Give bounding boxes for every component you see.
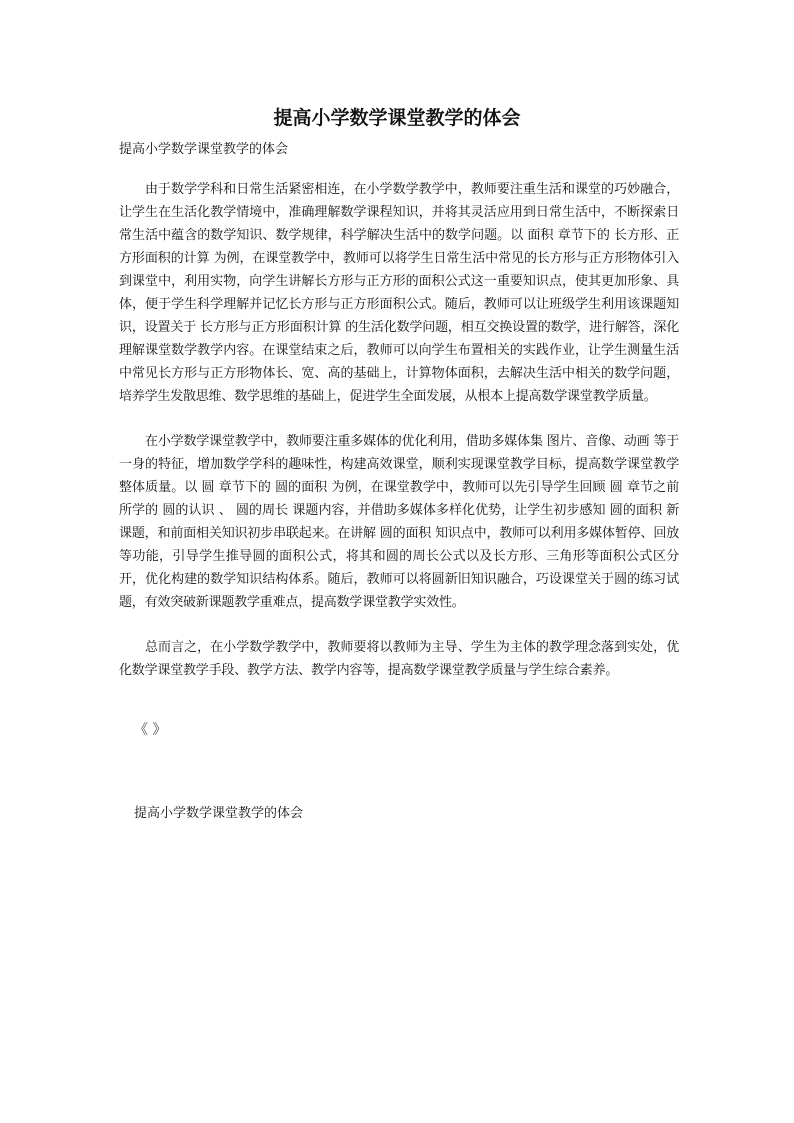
paragraph-1: 由于数学学科和日常生活紧密相连，在小学数学教学中，教师要注重生活和课堂的巧妙融合，让学生在生活化教学情境中，准确理解数学课程知识，并将其灵活应用到日常生活中，不断探索日常生活中蕴含的数学知识、数学规律，科学解决生活中的数学问题。以 面积 章节下的 长方形、正方形面积的计算 为例，在课堂教学中，教师可以将学生日常生活中常见的长方形与正方形物体引入到课堂中，利用实物，向学生讲解长方形与正方形的面积公式这一重要知识点，使其更加形象、具体，便于学生科学理解并记忆长方形与正方形面积公式。随后，教师可以让班级学生利用该课题知识，设置关于 长方形与正方形面积计算 的生活化数学问题，相互交换设置的数学，进行解答，深化理解课堂数学教学内容。在课堂结束之后，教师可以向学生布置相关的实践作业，让学生测量生活中常见长方形与正方形物体长、宽、高的基础上，计算物体面积，去解决生活中相关的数学问题，培养学生发散思维、数学思维的基础上，促进学生全面发展，从根本上提高数学课堂教学质量。	[119, 182, 679, 404]
bracket-symbols: 《 》	[134, 722, 167, 738]
document-body	[119, 178, 679, 704]
document-title: 提高小学数学课堂教学的体会	[273, 107, 521, 129]
document-subtitle: 提高小学数学课堂教学的体会	[119, 142, 289, 157]
paragraph-2: 在小学数学课堂教学中，教师要注重多媒体的优化利用，借助多媒体集 图片、音像、动画 等于一身的特征，增加数学学科的趣味性，构建高效课堂，顺利实现课堂教学目标，提高数学课堂教学整体质量。以 圆 章节下的 圆的面积 为例，在课堂教学中，教师可以先引导学生回顾 圆 章节之前所学的 圆的认识 、 圆的周长 课题内容，并借助多媒体多样化优势，让学生初步感知 圆的面积 新课题，和前面相关知识初步串联起来。在讲解 圆的面积 知识点中，教师可以利用多媒体暂停、回放等功能，引导学生推导圆的面积公式，将其和圆的周长公式以及长方形、三角形等面积公式区分开，优化构建的数学知识结构体系。随后，教师可以将圆新旧知识融合，巧设课堂关于圆的练习试题，有效突破新课题教学重难点，提高数学课堂教学实效性。	[119, 434, 679, 610]
footer-title: 提高小学数学课堂教学的体会	[134, 806, 304, 821]
paragraph-3: 总而言之，在小学数学教学中，教师要将以教师为主导、学生为主体的教学理念落到实处，优化数学课堂教学手段、教学方法、教学内容等，提高数学课堂教学质量与学生综合素养。	[119, 640, 679, 678]
